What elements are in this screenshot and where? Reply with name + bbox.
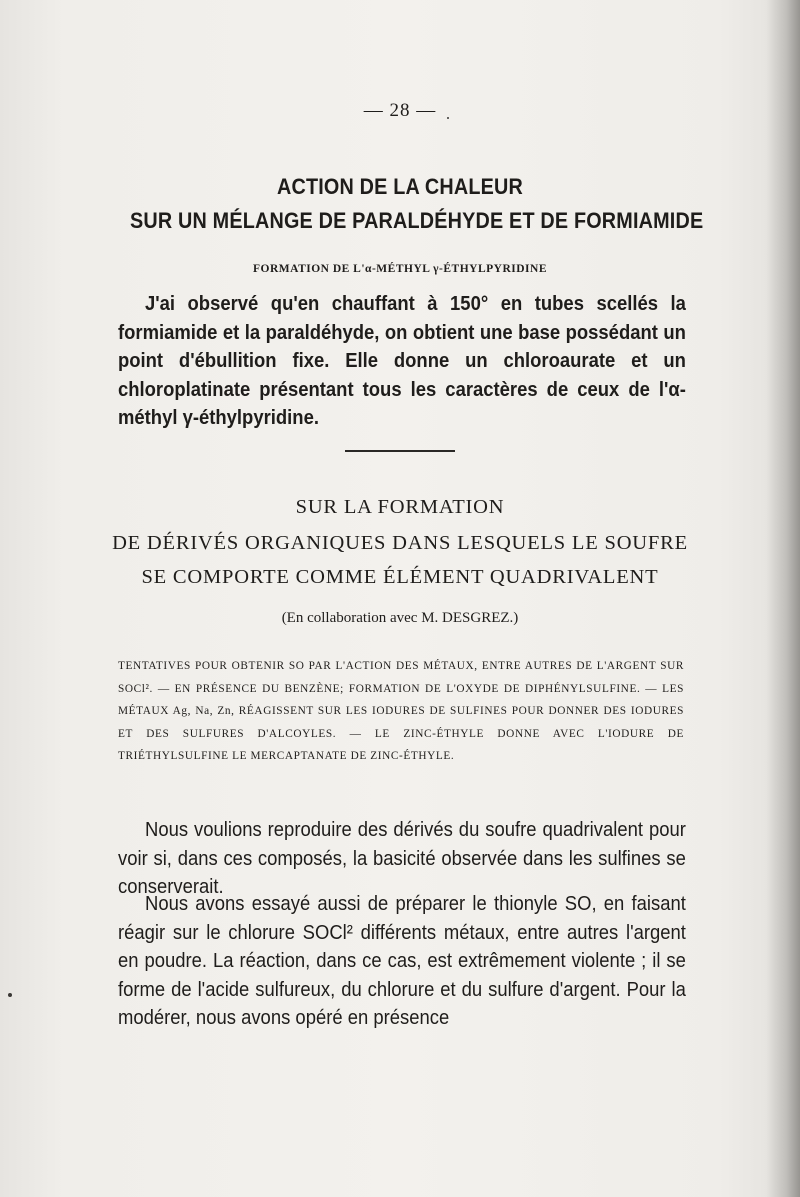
section1-paragraph-text: J'ai observé qu'en chauffant à 150° en tubes scellés la formiamide et la paraldéhyde, on obtient une base possédant un point d'ébullition fixe. Elle donne un chloroaurate et un chloroplatinate présentant tous les caractères de ceux de l'α-méthyl γ-éthylpyridine. bbox=[118, 292, 686, 429]
section1-paragraph bbox=[118, 290, 686, 433]
section-divider bbox=[345, 450, 455, 452]
section2-paragraph2 bbox=[118, 890, 686, 1033]
section2-title-line1: SUR LA FORMATION bbox=[295, 496, 505, 518]
page-number: — 28 — bbox=[363, 100, 437, 121]
section2-summary: TENTATIVES POUR OBTENIR SO PAR L'ACTION DES MÉTAUX, ENTRE AUTRES DE L'ARGENT SUR SOCl². — EN PRÉSENCE DU BENZÈNE; FORMATION DE L'OXYDE DE DIPHÉNYLSULFINE. — LES MÉTAUX Ag, Na, Zn, RÉAGISSENT SUR LES IODURES DE SULFINES POUR DONNER DES IODURES ET DES SULFURES D'ALCOYLES. — LE ZINC-ÉTHYLE DONNE AVEC L'IODURE DE TRIÉTHYLSULFINE LE MERCAPTANATE DE ZINC-ÉTHYLE. bbox=[118, 660, 684, 763]
section2-title-line2: DE DÉRIVÉS ORGANIQUES DANS LESQUELS LE SOUFRE bbox=[112, 532, 688, 554]
section1-title-line2: SUR UN MÉLANGE DE PARALDÉHYDE ET DE FORMIAMIDE bbox=[130, 208, 704, 233]
scan-speck bbox=[447, 117, 449, 119]
scan-speck bbox=[8, 993, 12, 997]
section2-paragraph2-text: Nous avons essayé aussi de préparer le thionyle SO, en faisant réagir sur le chlorure SOCl² différents métaux, entre autres l'argent en poudre. La réaction, dans ce cas, est extrêmement violente ; il se forme de l'acide sulfureux, du chlorure et du sulfure d'argent. Pour la modérer, nous avons opéré en présence bbox=[118, 892, 686, 1029]
section1-title-line1: ACTION DE LA CHALEUR bbox=[277, 174, 523, 199]
section2-title-line3: SE COMPORTE COMME ÉLÉMENT QUADRIVALENT bbox=[141, 566, 659, 588]
section2-paragraph1 bbox=[118, 816, 686, 902]
section2-paragraph1-text: Nous voulions reproduire des dérivés du soufre quadrivalent pour voir si, dans ces composés, la basicité observée dans les sulfines se conserverait. bbox=[118, 818, 686, 898]
section1-subtitle: FORMATION DE L'α-MÉTHYL γ-ÉTHYLPYRIDINE bbox=[252, 263, 547, 275]
collaboration-note: (En collaboration avec M. DESGREZ.) bbox=[281, 610, 519, 626]
page-edge-shadow bbox=[766, 0, 800, 1197]
